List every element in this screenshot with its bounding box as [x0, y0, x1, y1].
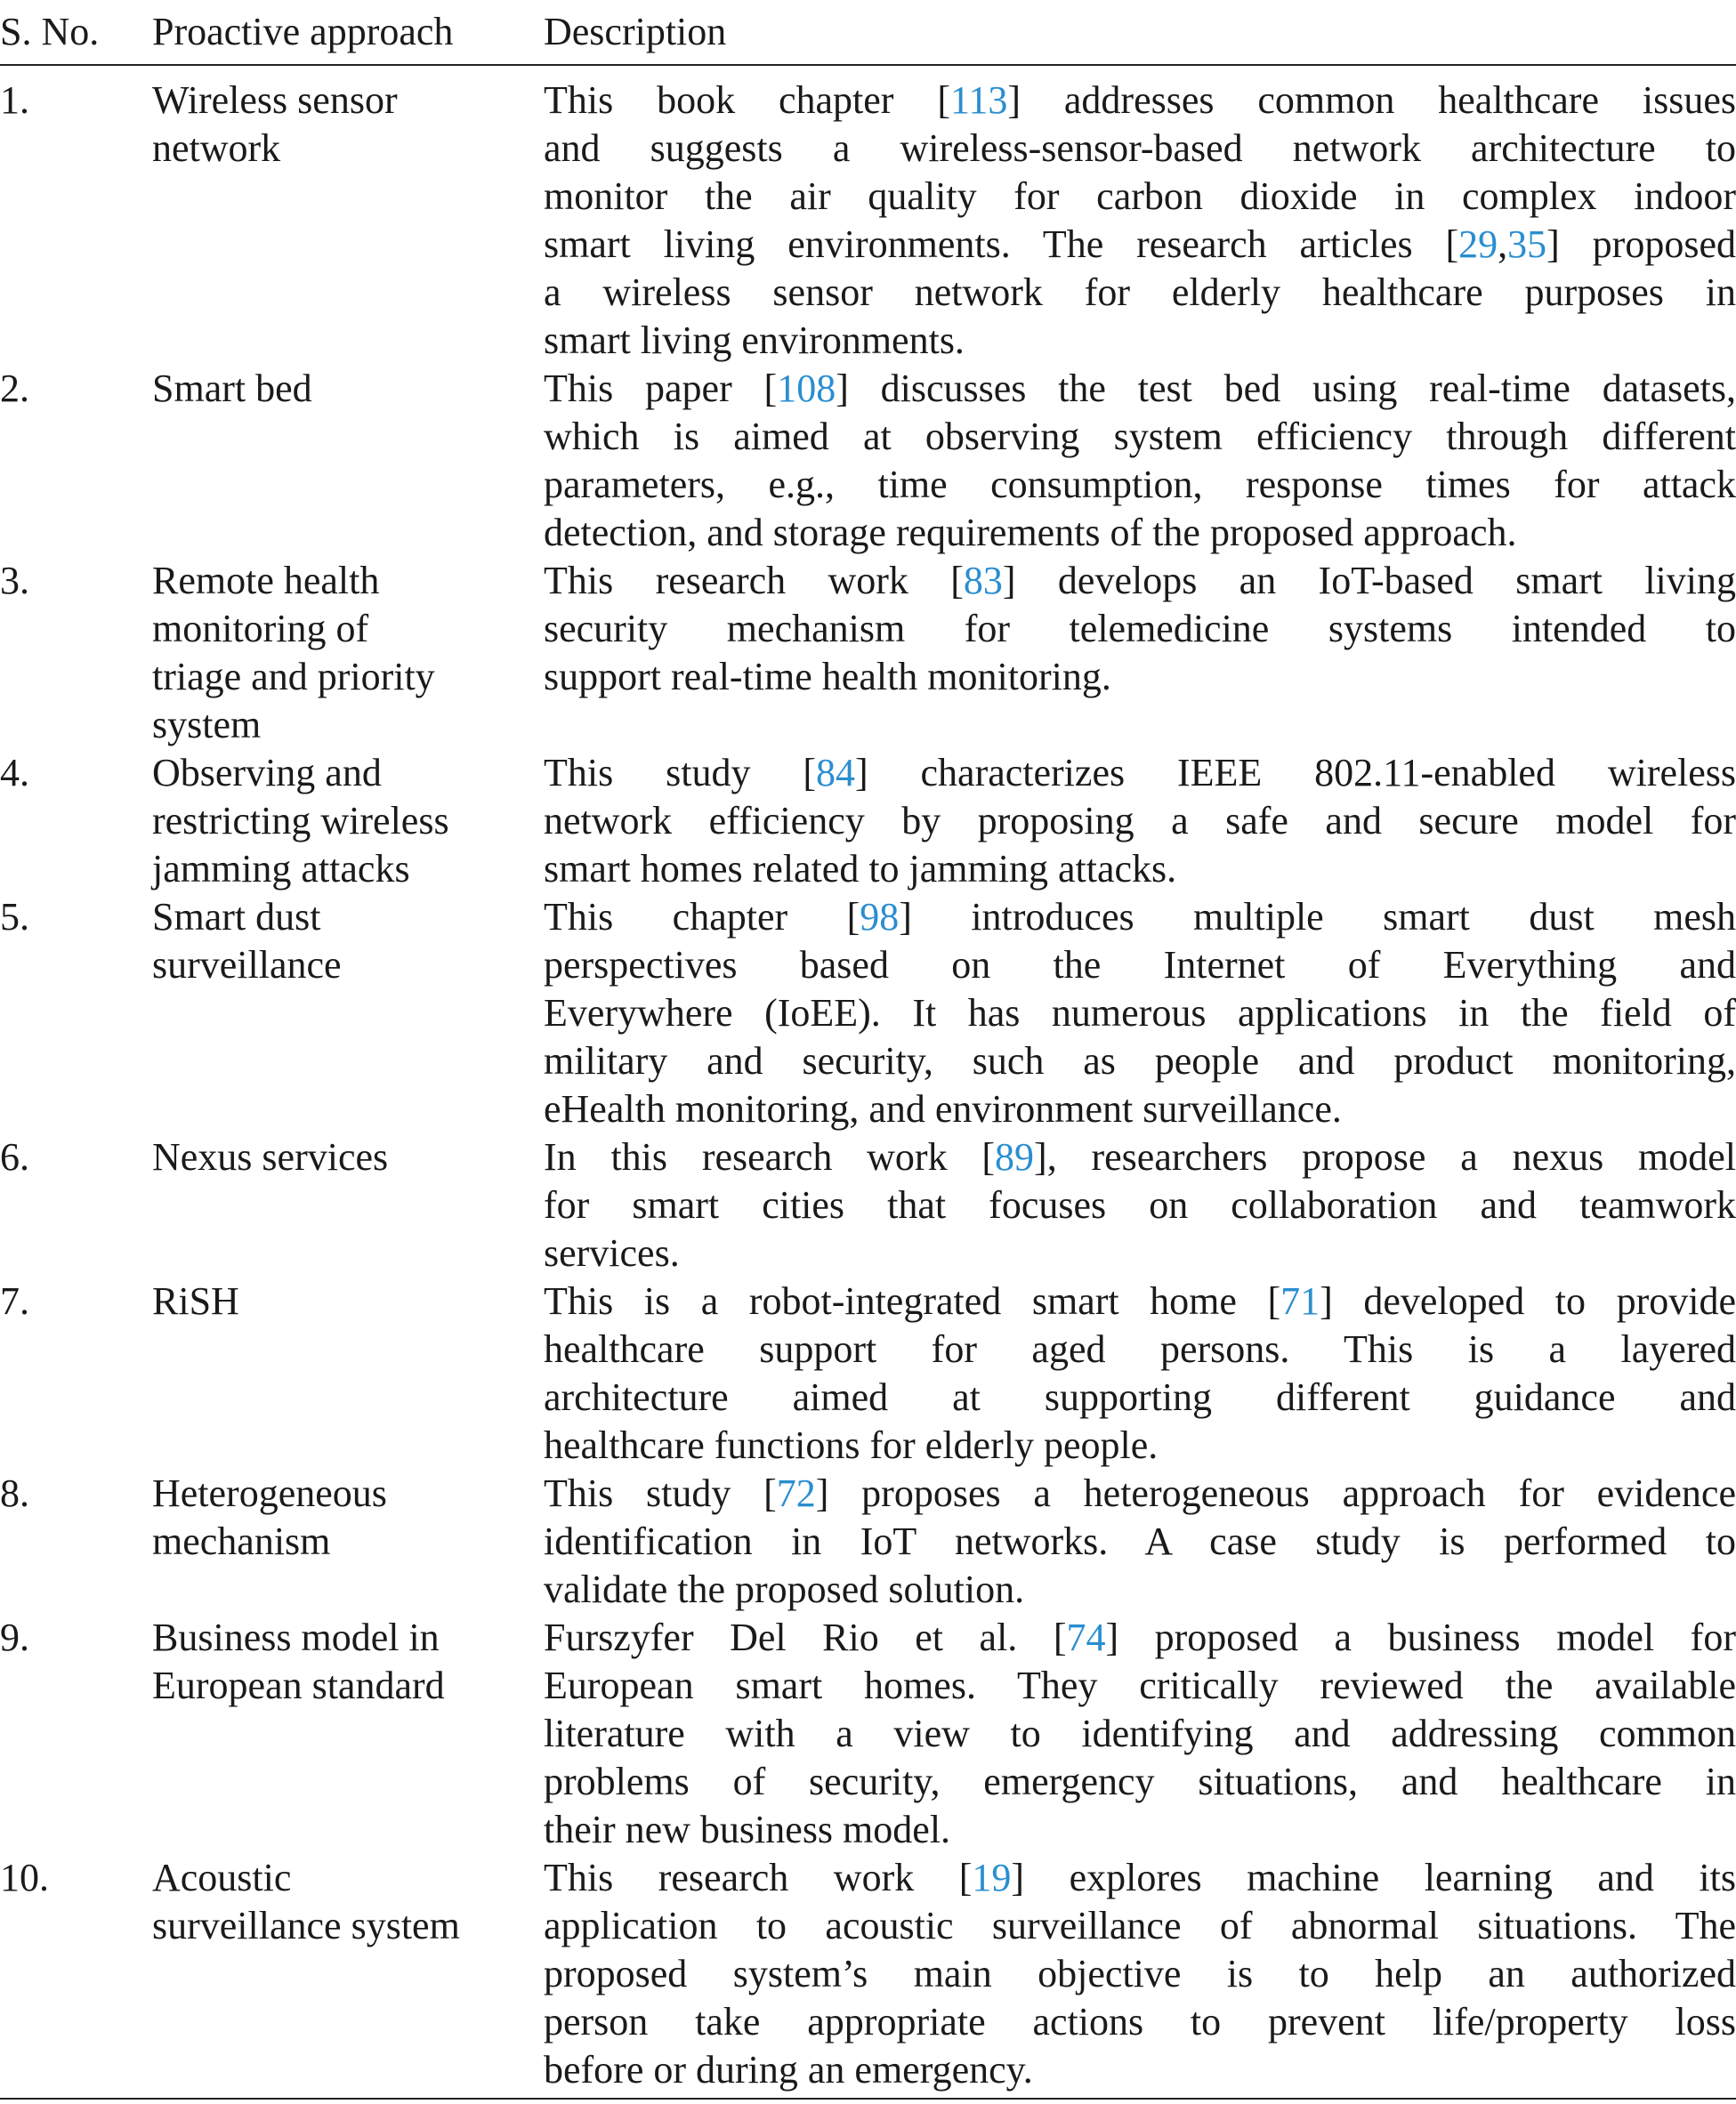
description-cell [544, 557, 1736, 701]
description-text: ] developed to provide [1320, 1279, 1736, 1323]
description-text: ] addresses common healthcare issues [1007, 78, 1736, 122]
description-line [544, 1326, 1736, 1374]
citation-link[interactable]: 19 [972, 1856, 1012, 1899]
description-text: parameters, e.g., time consumption, response times for attack [544, 463, 1736, 506]
description-cell [544, 1278, 1736, 1470]
header-approach: Proactive approach [152, 10, 454, 53]
description-line [544, 461, 1736, 509]
description-line [544, 1470, 1736, 1518]
description-text: architecture aimed at supporting different guidance and [544, 1375, 1736, 1419]
description-text: Furszyfer Del Rio et al. [ [544, 1616, 1067, 1659]
description-text: services. [544, 1231, 680, 1275]
description-text: Everywhere (IoEE). It has numerous applications in the field of [544, 991, 1736, 1035]
approach-cell [152, 1854, 526, 1950]
description-text: healthcare functions for elderly people. [544, 1423, 1159, 1467]
description-cell [544, 77, 1736, 365]
description-text: military and security, such as people and product monitoring, [544, 1039, 1736, 1083]
description-text: ], researchers propose a nexus model [1034, 1135, 1736, 1179]
description-text: for smart cities that focuses on collaboration and teamwork [544, 1183, 1736, 1227]
approach-cell [152, 77, 526, 173]
row-number [0, 893, 142, 941]
description-cell [544, 1470, 1736, 1614]
row-number-text: 10. [0, 1856, 49, 1899]
description-line [544, 1614, 1736, 1662]
description-line [544, 1422, 1736, 1470]
description-text: problems of security, emergency situations, and healthcare in [544, 1760, 1736, 1803]
description-text: smart living environments. [544, 318, 965, 362]
description-line [544, 1710, 1736, 1758]
description-line [544, 557, 1736, 605]
description-line [544, 1902, 1736, 1950]
description-line [544, 605, 1736, 653]
description-line [544, 941, 1736, 989]
approach-line: Smart dust [152, 895, 321, 939]
description-text: ] develops an IoT-based smart living [1002, 559, 1736, 602]
description-cell [544, 1133, 1736, 1278]
description-cell [544, 1614, 1736, 1854]
description-text: identification in IoT networks. A case study is performed to [544, 1520, 1736, 1563]
description-text: perspectives based on the Internet of Everything and [544, 943, 1736, 987]
approach-line: Nexus services [152, 1135, 389, 1179]
description-text: ] characterizes IEEE 802.11-enabled wireless [854, 751, 1736, 794]
row-number [0, 1854, 142, 1902]
approach-cell [152, 1614, 526, 1710]
approach-line: triage and priority [152, 655, 435, 698]
citation-link[interactable]: 29 [1458, 222, 1498, 266]
approach-cell [152, 557, 526, 749]
description-text: support real-time health monitoring. [544, 655, 1111, 698]
description-line [544, 413, 1736, 461]
header-description: Description [544, 10, 727, 53]
approach-line: system [152, 703, 262, 746]
description-text: smart living environments. The research articles [ [544, 222, 1459, 266]
description-text: literature with a view to identifying and addressing common [544, 1712, 1736, 1755]
description-text: ] discusses the test bed using real-time datasets, [836, 367, 1736, 410]
citation-link[interactable]: 113 [949, 78, 1008, 122]
description-text: ] explores machine learning and its [1011, 1856, 1736, 1899]
approach-line: jamming attacks [152, 847, 410, 891]
description-text: proposed system’s main objective is to help an authorized [544, 1952, 1736, 1995]
description-text: application to acoustic surveillance of abnormal situations. The [544, 1904, 1736, 1947]
row-number-text: 5. [0, 895, 29, 939]
approach-line: RiSH [152, 1279, 239, 1323]
description-text: healthcare support for aged persons. This is a layered [544, 1327, 1736, 1371]
description-line [544, 77, 1736, 125]
approach-line: Smart bed [152, 367, 312, 410]
description-line [544, 221, 1736, 269]
approach-line: Remote health [152, 559, 380, 602]
description-text: which is aimed at observing system efficiency through different [544, 415, 1736, 458]
approach-cell [152, 893, 526, 989]
description-text: person take appropriate actions to prevent life/property loss [544, 2000, 1736, 2044]
approach-line: restricting wireless [152, 799, 449, 842]
approach-line: Business model in [152, 1616, 440, 1659]
description-line [544, 1950, 1736, 1998]
description-line [544, 1806, 1736, 1854]
description-text: security mechanism for telemedicine systems intended to [544, 607, 1736, 650]
approach-cell [152, 1278, 526, 1326]
description-text: This study [ [544, 1471, 777, 1515]
row-number [0, 749, 142, 797]
approach-cell [152, 1133, 526, 1181]
row-number [0, 1278, 142, 1326]
row-number [0, 1470, 142, 1518]
description-text: ] proposes a heterogeneous approach for evidence [815, 1471, 1736, 1515]
description-text: eHealth monitoring, and environment surveillance. [544, 1087, 1342, 1131]
description-text: This book chapter [ [544, 78, 950, 122]
description-text: This chapter [ [544, 895, 860, 939]
description-line [544, 2046, 1736, 2094]
description-text: European smart homes. They critically reviewed the available [544, 1664, 1736, 1707]
description-line [544, 269, 1736, 317]
description-line [544, 653, 1736, 701]
description-line [544, 797, 1736, 845]
description-line [544, 1998, 1736, 2046]
citation-link[interactable]: 72 [776, 1471, 816, 1515]
approach-cell [152, 749, 526, 893]
description-line [544, 893, 1736, 941]
description-line [544, 1566, 1736, 1614]
approach-line: surveillance system [152, 1904, 460, 1947]
table-header [0, 0, 1736, 64]
citation-link[interactable]: 89 [995, 1135, 1035, 1179]
description-text: ] proposed [1546, 222, 1736, 266]
approach-cell [152, 365, 526, 413]
row-number [0, 77, 142, 125]
description-text: before or during an emergency. [544, 2048, 1033, 2092]
description-text: smart homes related to jamming attacks. [544, 847, 1177, 891]
description-line [544, 365, 1736, 413]
description-cell [544, 1854, 1736, 2094]
description-line [544, 125, 1736, 173]
row-number-text: 8. [0, 1471, 29, 1515]
description-cell [544, 893, 1736, 1133]
citation-link[interactable]: 71 [1280, 1279, 1320, 1323]
description-text: This paper [ [544, 367, 778, 410]
header-rule [0, 64, 1736, 66]
approach-line: network [152, 126, 281, 170]
description-text: In this research work [ [544, 1135, 996, 1179]
header-sno: S. No. [0, 10, 100, 53]
description-text: This research work [ [544, 1856, 973, 1899]
description-line [544, 1085, 1736, 1133]
description-line [544, 1229, 1736, 1278]
row-number-text: 7. [0, 1279, 29, 1323]
approach-line: Acoustic [152, 1856, 292, 1899]
row-number-text: 1. [0, 78, 29, 122]
row-number-text: 4. [0, 751, 29, 794]
row-number-text: 6. [0, 1135, 29, 1179]
description-line [544, 1037, 1736, 1085]
description-text: This research work [ [544, 559, 964, 602]
description-line [544, 1758, 1736, 1806]
description-line [544, 989, 1736, 1037]
citation-link[interactable]: 98 [860, 895, 900, 939]
description-text: ] introduces multiple smart dust mesh [899, 895, 1736, 939]
row-number [0, 1133, 142, 1181]
description-line [544, 1278, 1736, 1326]
row-number [0, 557, 142, 605]
citation-link[interactable]: 35 [1507, 222, 1547, 266]
description-line [544, 509, 1736, 557]
description-line [544, 317, 1736, 365]
approach-line: mechanism [152, 1520, 331, 1563]
row-number-text: 3. [0, 559, 29, 602]
approach-line: Wireless sensor [152, 78, 398, 122]
description-text: ] proposed a business model for [1105, 1616, 1736, 1659]
description-cell [544, 749, 1736, 893]
description-text: and suggests a wireless-sensor-based network architecture to [544, 126, 1736, 170]
citation-link[interactable]: 108 [777, 367, 836, 410]
description-text: This study [ [544, 751, 816, 794]
bottom-rule [0, 2098, 1736, 2100]
description-line [544, 1854, 1736, 1902]
description-text: This is a robot-integrated smart home [ [544, 1279, 1281, 1323]
description-cell [544, 365, 1736, 557]
description-text: monitor the air quality for carbon dioxide in complex indoor [544, 174, 1736, 218]
description-text: their new business model. [544, 1808, 951, 1851]
description-line [544, 1133, 1736, 1181]
row-number-text: 2. [0, 367, 29, 410]
approach-line: monitoring of [152, 607, 369, 650]
description-line [544, 1374, 1736, 1422]
description-line [544, 1662, 1736, 1710]
citation-link[interactable]: 83 [963, 559, 1003, 602]
description-text: a wireless sensor network for elderly healthcare purposes in [544, 270, 1736, 314]
approach-line: European standard [152, 1664, 445, 1707]
description-line [544, 1181, 1736, 1229]
row-number [0, 365, 142, 413]
row-number [0, 1614, 142, 1662]
citation-link[interactable]: 84 [815, 751, 855, 794]
description-line [544, 749, 1736, 797]
description-line [544, 845, 1736, 893]
description-line [544, 1518, 1736, 1566]
description-text: , [1498, 222, 1508, 266]
description-line [544, 173, 1736, 221]
approach-line: Heterogeneous [152, 1471, 387, 1515]
description-text: detection, and storage requirements of the proposed approach. [544, 511, 1517, 554]
description-text: validate the proposed solution. [544, 1568, 1025, 1611]
row-number-text: 9. [0, 1616, 29, 1659]
approach-line: surveillance [152, 943, 342, 987]
citation-link[interactable]: 74 [1066, 1616, 1106, 1659]
description-text: network efficiency by proposing a safe and secure model for [544, 799, 1736, 842]
approach-cell [152, 1470, 526, 1566]
approach-line: Observing and [152, 751, 382, 794]
